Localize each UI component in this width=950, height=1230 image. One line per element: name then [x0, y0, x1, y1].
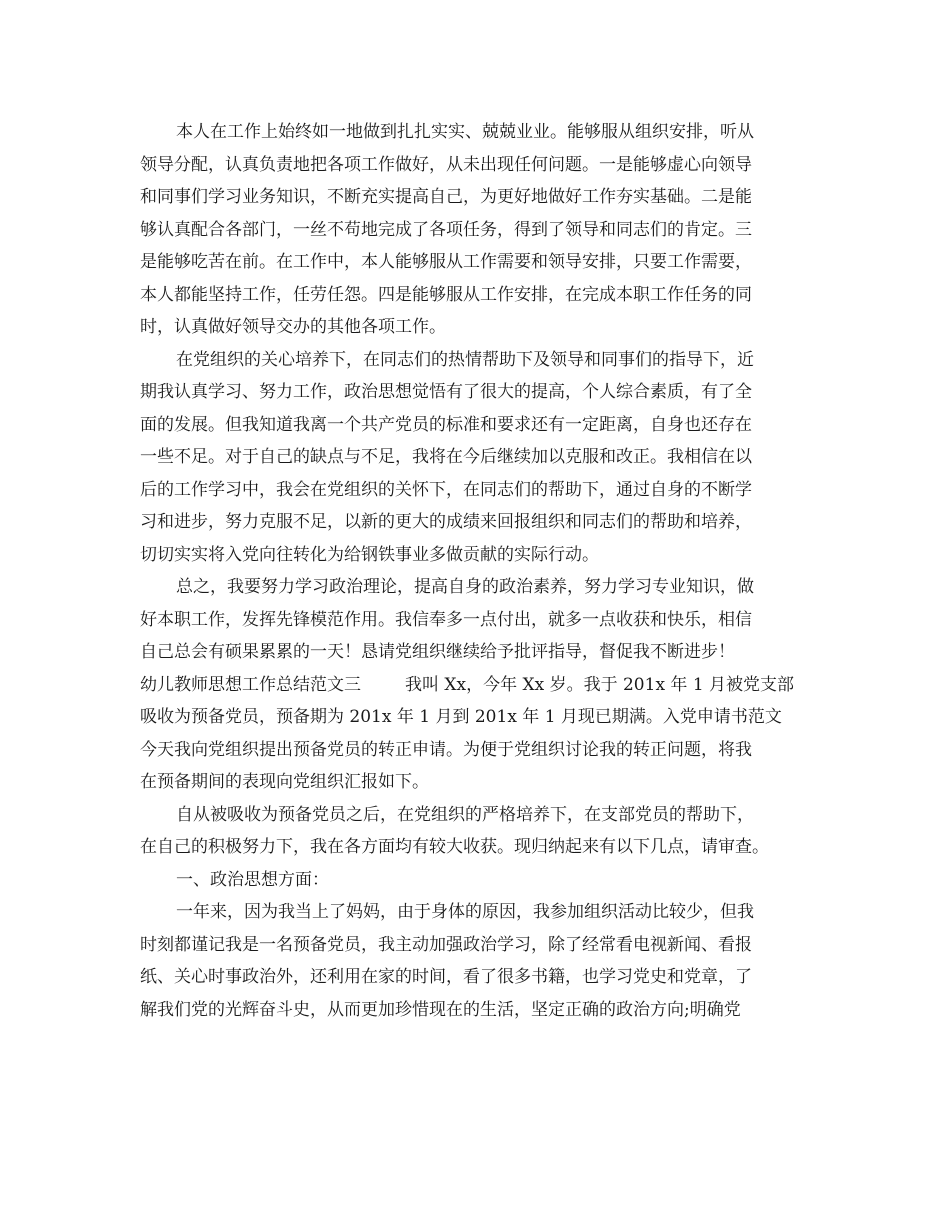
paragraph-political-thought — [140, 896, 830, 1026]
paragraph-since-admission — [140, 799, 830, 864]
text-line: 和同事们学习业务知识，不断充实提高自己，为更好地做好工作夯实基础。二是能 — [140, 187, 752, 207]
text-line: 后的工作学习中，我会在党组织的关怀下，在同志们的帮助下，通过自身的不断学 — [140, 479, 752, 500]
text-line: 好本职工作，发挥先锋模范作用。我信奉多一点付出，就多一点收获和快乐，相信 — [140, 609, 752, 630]
text-line: 在预备期间的表现向党组织汇报如下。 — [140, 772, 429, 792]
text-line: 一年来，因为我当上了妈妈，由于身体的原因，我参加组织活动比较少，但我 — [176, 902, 754, 922]
text-line: 在党组织的关心培养下，在同志们的热情帮助下及领导和同事们的指导下，近 — [176, 349, 754, 370]
text-line: 时刻都谨记我是一名预备党员，我主动加强政治学习，除了经常看电视新闻、看报 — [140, 934, 752, 955]
paragraph-growth — [140, 344, 830, 572]
text-line: 在自己的积极努力下，我在各方面均有较大收获。现归纳起来有以下几点，请审查。 — [140, 837, 769, 857]
text-line: 一些不足。对于自己的缺点与不足，我将在今后继续加以克服和改正。我相信在以 — [140, 447, 752, 467]
text-line: 习和进步，努力克服不足，以新的更大的成绩来回报组织和同志们的帮助和培养， — [140, 512, 752, 532]
section-title: 幼儿教师思想工作总结范文三 — [140, 674, 361, 695]
text-line: 是能够吃苦在前。在工作中，本人能够服从工作需要和领导安排，只要工作需要， — [140, 252, 752, 272]
text-line — [140, 669, 830, 702]
text-line: 本人都能坚持工作，任劳任怨。四是能够服从工作安排，在完成本职工作任务的同 — [140, 284, 752, 305]
text-line: 解我们党的光辉奋斗史，从而更加珍惜现在的生活，坚定正确的政治方向;明确党 — [140, 999, 741, 1020]
paragraph-sample-three — [140, 669, 830, 799]
text-line: 本人在工作上始终如一地做到扎扎实实、兢兢业业。能够服从组织安排，听从 — [176, 122, 754, 142]
text-line: 吸收为预备党员，预备期为 201x 年 1 月到 201x 年 1 月现已期满。入党申请书范文 — [140, 707, 782, 727]
text-line: 今天我向党组织提出预备党员的转正申请。为便于党组织讨论我的转正问题，将我 — [140, 739, 752, 760]
paragraph-work-attitude — [140, 116, 830, 344]
text-line: 时，认真做好领导交办的其他各项工作。 — [140, 317, 446, 337]
text-line: 总之，我要努力学习政治理论，提高自身的政治素养，努力学习专业知识，做 — [176, 577, 754, 597]
text-line: 切切实实将入党向往转化为给钢铁事业多做贡献的实际行动。 — [140, 544, 599, 565]
section-title-tail: 我叫 Xx，今年 Xx 岁。我于 201x 年 1 月被党支部 — [405, 674, 795, 695]
paragraph-conclusion — [140, 571, 830, 669]
text-line: 自从被吸收为预备党员之后，在党组织的严格培养下，在支部党员的帮助下， — [176, 804, 754, 825]
text-line: 面的发展。但我知道我离一个共产党员的标准和要求还有一定距离，自身也还存在 — [140, 414, 752, 435]
text-line: 期我认真学习、努力工作，政治思想觉悟有了很大的提高，个人综合素质，有了全 — [140, 382, 752, 402]
paragraph-political-heading — [140, 864, 830, 897]
text-line: 纸、关心时事政治外，还利用在家的时间，看了很多书籍，也学习党史和党章，了 — [140, 967, 752, 987]
text-line: 够认真配合各部门，一丝不苟地完成了各项任务，得到了领导和同志们的肯定。三 — [140, 219, 752, 240]
text-line: 领导分配，认真负责地把各项工作做好，从未出现任何问题。一是能够虚心向领导 — [140, 154, 752, 175]
section-heading: 一、政治思想方面： — [176, 869, 329, 890]
text-line: 自己总会有硕果累累的一天！恳请党组织继续给予批评指导，督促我不断进步！ — [140, 642, 735, 662]
document-body — [140, 116, 830, 1026]
